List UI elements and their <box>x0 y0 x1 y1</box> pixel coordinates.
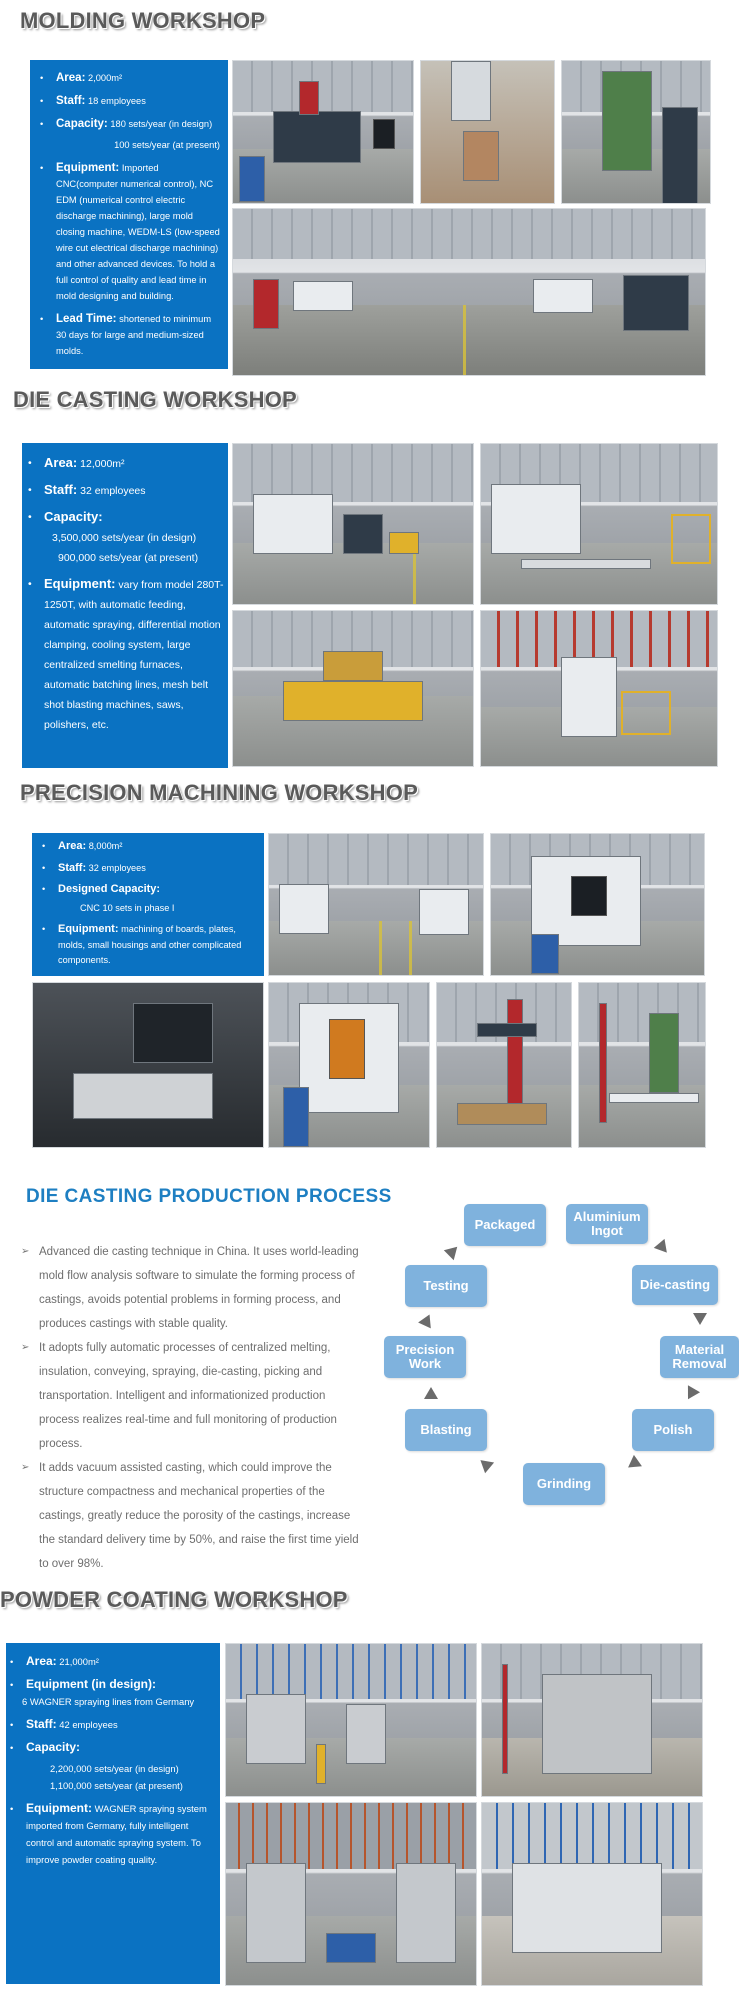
process-paragraph: ➢ It adopts fully automatic processes of centralized melting, insulation, conveying, spraying, die-casting, picking and transportation. Intelligent and informationized production process realizes real-time and full monitoring of production process. <box>21 1336 363 1456</box>
step-polish: Polish <box>632 1409 714 1451</box>
arrow-die-casting-to-material-removal <box>693 1313 707 1325</box>
arrow-grinding-to-blasting <box>476 1455 494 1473</box>
molding-staff: • Staff: 18 employees <box>38 93 222 109</box>
powder-coating-workshop-title: POWDER COATING WORKSHOP <box>0 1587 348 1612</box>
powder-equipment-design: • Equipment (in design): <box>8 1676 216 1693</box>
powder-area: • Area: 21,000m² <box>8 1653 216 1670</box>
precision-photo-cnc-hall <box>268 833 484 976</box>
precision-capacity: • Designed Capacity: CNC 10 sets in phase I <box>40 882 258 916</box>
precision-area: • Area: 8,000m² <box>40 839 258 855</box>
process-title: DIE CASTING PRODUCTION PROCESS <box>26 1186 392 1207</box>
step-material-removal: Material Removal <box>660 1336 739 1378</box>
molding-area: • Area: 2,000m² <box>38 70 222 86</box>
powder-photo-spray-booth <box>481 1643 703 1797</box>
powder-equipment: • Equipment: WAGNER spraying system imported from Germany, fully intelligent control and automatic spraying system. To improve powder coating quality. <box>8 1800 216 1868</box>
precision-photo-drill-press <box>578 982 706 1148</box>
molding-equipment: • Equipment: Imported CNC(computer numerical control), NC EDM (numerical control electric discharge machining), large mold closing machine, WEDM-LS (low-speed wire cut electrical discharge machining) and other advanced devices. To hold a full control of quality and lead time in mold designing and building. <box>38 160 222 304</box>
precision-equipment: • Equipment: machining of boards, plates, molds, small housings and other complicated components. <box>40 922 258 969</box>
step-blasting: Blasting <box>405 1409 487 1451</box>
precision-photo-radial-drill <box>436 982 572 1148</box>
precision-photo-fixture-closeup <box>32 982 264 1148</box>
process-paragraph: ➢ It adds vacuum assisted casting, which could improve the structure compactness and mechanical properties of the castings, greatly reduce the porosity of the castings, increase the standard delivery time by 50%, and raise the first time yield to over 98%. <box>21 1456 363 1576</box>
arrow-aluminium-to-die-casting <box>654 1239 672 1257</box>
die-casting-capacity: • Capacity: 3,500,000 sets/year (in design) 900,000 sets/year (at present) <box>26 507 224 568</box>
die-casting-area: • Area: 12,000m² <box>26 453 224 474</box>
die-casting-workshop-title: DIE CASTING WORKSHOP <box>13 387 297 412</box>
precision-staff: • Staff: 32 employees <box>40 861 258 877</box>
powder-photo-coating-tunnel <box>225 1802 477 1986</box>
powder-photo-curing-oven <box>481 1802 703 1986</box>
step-testing: Testing <box>405 1265 487 1307</box>
process-description <box>21 1240 363 1576</box>
arrow-material-removal-to-polish <box>682 1385 700 1402</box>
step-grinding: Grinding <box>523 1463 605 1505</box>
arrow-blasting-to-precision-work <box>424 1387 438 1399</box>
molding-lead-time: • Lead Time: shortened to minimum 30 days for large and medium-sized molds. <box>38 311 222 359</box>
process-paragraph: ➢ Advanced die casting technique in China. It uses world-leading mold flow analysis software to simulate the forming process of castings, avoids potential problems in forming process, and produces castings with stable quality. <box>21 1240 363 1336</box>
arrow-precision-work-to-testing <box>418 1312 436 1329</box>
molding-photo-cnc-machine <box>232 60 414 204</box>
arrow-testing-to-packaged <box>444 1242 462 1260</box>
arrow-polish-to-grinding <box>624 1455 642 1473</box>
precision-info-panel <box>32 833 264 976</box>
die-casting-photo-furnace-hall <box>480 610 718 767</box>
precision-photo-machining-center <box>268 982 430 1148</box>
molding-photo-edm-closeup <box>420 60 555 204</box>
precision-machining-workshop-title: PRECISION MACHINING WORKSHOP <box>20 780 418 805</box>
die-casting-staff: • Staff: 32 employees <box>26 480 224 501</box>
powder-staff: • Staff: 42 employees <box>8 1716 216 1733</box>
die-casting-equipment: • Equipment: vary from model 280T-1250T, with automatic feeding, automatic spraying, differential motion clamping, cooling system, large centralized smelting furnaces, automatic batching lines, mesh belt shot blasting machines, saws, polishers, etc. <box>26 574 224 735</box>
molding-info-panel <box>30 60 228 369</box>
die-casting-photo-machines-row <box>232 443 474 605</box>
precision-photo-cnc-center <box>490 833 705 976</box>
powder-photo-spray-line-overhead <box>225 1643 477 1797</box>
molding-photo-workshop-hall <box>232 208 706 376</box>
step-precision-work: Precision Work <box>384 1336 466 1378</box>
die-casting-photo-shot-blasting <box>232 610 474 767</box>
step-die-casting: Die-casting <box>632 1265 718 1305</box>
die-casting-photo-conveyor <box>480 443 718 605</box>
molding-workshop-title: MOLDING WORKSHOP <box>20 8 266 33</box>
powder-equipment-design-value: 6 WAGNER spraying lines from Germany <box>22 1696 195 1707</box>
powder-capacity: • Capacity: 2,200,000 sets/year (in design) 1,100,000 sets/year (at present) <box>8 1739 216 1794</box>
die-casting-info-panel <box>22 443 228 768</box>
molding-photo-milling-operator <box>561 60 711 204</box>
step-packaged: Packaged <box>464 1204 546 1246</box>
molding-capacity: • Capacity: 180 sets/year (in design) 100 sets/year (at present) <box>38 116 222 153</box>
powder-info-panel <box>6 1643 220 1984</box>
step-aluminium-ingot: Aluminium Ingot <box>566 1204 648 1244</box>
